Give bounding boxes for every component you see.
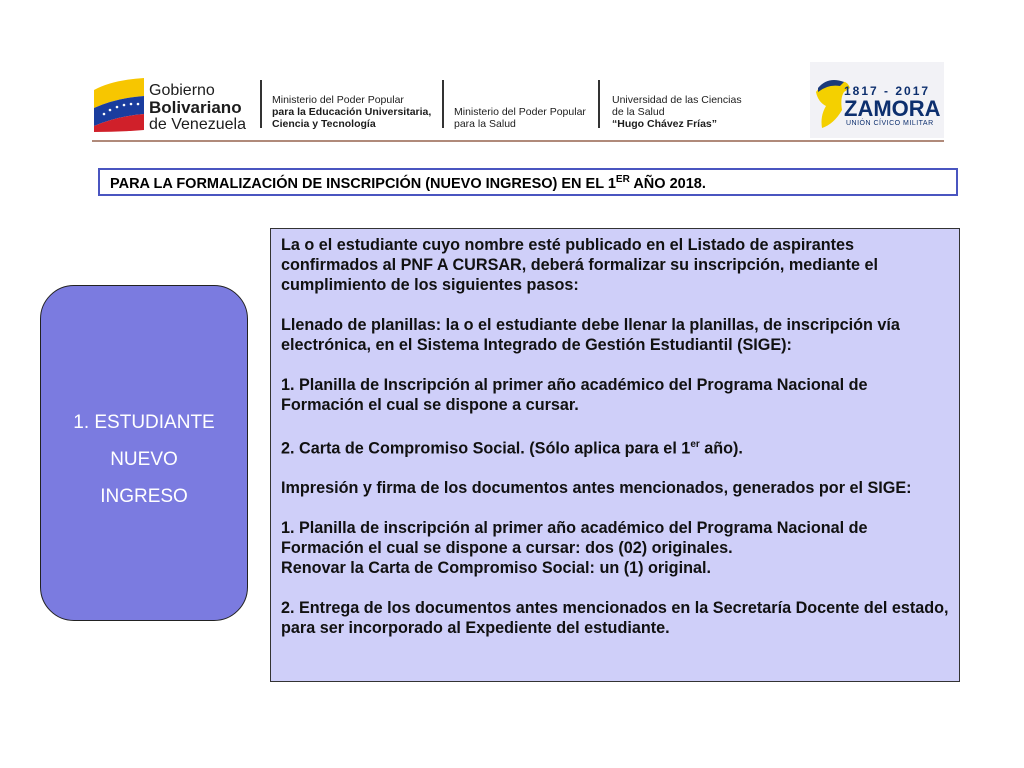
paragraph-llenado: Llenado de planillas: la o el estudiante debe llenar la planillas, de inscripción vía electrónica, en el Sistema Integrado de Gestión Estudiantil (SIGE): [281,316,900,354]
gobierno-logo [92,68,257,134]
ministerio2-line2: para la Salud [454,118,516,130]
paragraph-impresion: Impresión y firma de los documentos antes mencionados, generados por el SIGE: [281,479,912,498]
student-line2: NUEVO [110,449,178,470]
paragraph-originales: 1. Planilla de inscripción al primer año académico del Programa Nacional de Formación el cual se dispone a cursar: dos (02) originales. [281,519,868,558]
venezuela-flag-icon [92,76,146,132]
universidad-line2: de la Salud [612,106,665,118]
universidad-line1: Universidad de las Ciencias [612,94,742,106]
title-bar [98,168,958,196]
divider [598,80,600,128]
ministerio2-line1: Ministerio del Poder Popular [454,106,586,118]
title-sup: ER [615,174,630,185]
paragraph-planilla: 1. Planilla de Inscripción al primer año académico del Programa Nacional de Formación el cual se dispone a cursar. [281,376,868,414]
divider [442,80,444,128]
ministerio1-line1: Ministerio del Poder Popular [272,94,404,106]
divider [260,80,262,128]
paragraph-carta [281,435,953,458]
ministerio1-line2: para la Educación Universitaria, [272,106,432,118]
gobierno-line3: de Venezuela [149,116,246,133]
page-title [110,174,706,192]
zamora-years: 1817 - 2017 [844,84,931,98]
zamora-name: ZAMORA [844,96,941,121]
carta-tail: año). [699,439,743,458]
ministerio-educacion-text [272,94,431,130]
gobierno-line1: Gobierno [149,82,215,99]
student-type-label [41,404,247,515]
student-type-box [40,285,248,621]
carta-main: 2. Carta de Compromiso Social. (Sólo aplica para el 1 [281,439,691,458]
title-main: PARA LA FORMALIZACIÓN DE INSCRIPCIÓN (NUEVO INGRESO) EN EL 1 [110,175,616,192]
student-line1: 1. ESTUDIANTE [73,412,215,433]
title-tail: AÑO 2018. [629,175,706,192]
student-line3: INGRESO [100,486,188,507]
ministerio-salud-text [454,106,586,130]
header-logos [92,62,944,142]
universidad-text [612,94,742,130]
paragraph-entrega: 2. Entrega de los documentos antes mencionados en la Secretaría Docente del estado, para ser incorporado al Expediente del estudiante. [281,599,949,638]
gobierno-line2: Bolivariano [149,98,242,117]
requirements-box [270,228,960,682]
zamora-subtitle: UNIÓN CÍVICO MILITAR [846,120,934,127]
universidad-line3: “Hugo Chávez Frías” [612,118,718,130]
carta-sup: er [690,439,700,450]
ministerio1-line3: Ciencia y Tecnología [272,118,376,130]
gobierno-text [149,82,246,133]
requirements-text [281,235,953,638]
paragraph-renovar: Renovar la Carta de Compromiso Social: un (1) original. [281,559,711,578]
paragraph-intro: La o el estudiante cuyo nombre esté publicado en el Listado de aspirantes confirmados al PNF A CURSAR, deberá formalizar su inscripción, mediante el cumplimiento de los siguientes pasos: [281,236,878,294]
